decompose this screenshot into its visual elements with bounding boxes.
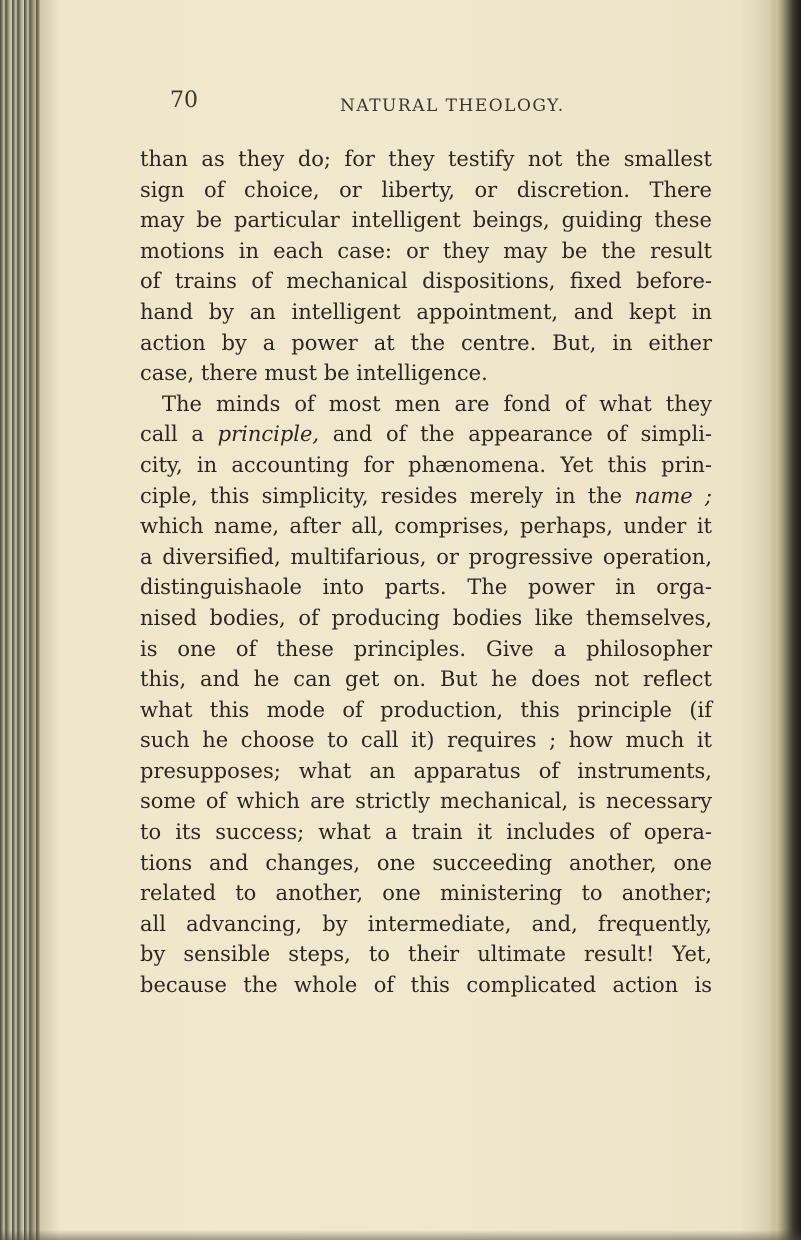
text-line: nised bodies, of producing bodies like themselves,: [140, 605, 712, 630]
text-line: tions and changes, one succeeding another, one: [140, 850, 712, 875]
text-run: call a: [140, 422, 218, 447]
binding-shadow: [30, 0, 60, 1240]
text-line: action by a power at the centre. But, in either: [140, 330, 712, 355]
text-line: is one of these principles. Give a philosopher: [140, 636, 712, 661]
text-line: related to another, one ministering to another;: [140, 881, 712, 906]
page-edge-shadow: [767, 0, 801, 1240]
text-line: some of which are strictly mechanical, is necessary: [140, 789, 712, 814]
text-line: sign of choice, or liberty, or discretion. There: [140, 177, 712, 202]
text-line: which name, after all, comprises, perhaps, under it: [140, 514, 712, 539]
text-line: hand by an intelligent appointment, and kept in: [140, 299, 712, 324]
text-run: and of the appearance of simpli-: [319, 422, 713, 447]
text-line: motions in each case: or they may be the result: [140, 238, 712, 263]
text-line: presupposes; what an apparatus of instruments,: [140, 758, 712, 783]
text-line: a diversified, multifarious, or progressive operation,: [140, 544, 712, 569]
text-line: to its success; what a train it includes of opera-: [140, 820, 712, 845]
text-line-with-italic: [140, 419, 712, 450]
text-line: by sensible steps, to their ultimate result! Yet,: [140, 942, 712, 967]
paragraph-start-line: The minds of most men are fond of what they: [162, 391, 712, 416]
text-run: ciple, this simplicity, resides merely in the: [140, 483, 635, 508]
italic-term: name ;: [634, 483, 713, 508]
text-line: all advancing, by intermediate, and, frequently,: [140, 911, 712, 936]
page-bottom-edge: [0, 1230, 801, 1240]
italic-term: principle,: [217, 422, 320, 447]
text-line: distinguishaole into parts. The power in orga-: [140, 575, 712, 600]
text-line-with-italic: [140, 481, 712, 512]
text-line: such he choose to call it) requires ; how much it: [140, 728, 712, 753]
page-header: [170, 88, 690, 128]
running-head: NATURAL THEOLOGY.: [340, 96, 565, 116]
body-text: [140, 144, 712, 1001]
text-line: than as they do; for they testify not the smallest: [140, 147, 712, 171]
text-line: this, and he can get on. But he does not reflect: [140, 667, 712, 692]
text-line: case, there must be intelligence.: [140, 361, 488, 386]
text-line: city, in accounting for phænomena. Yet this prin-: [140, 452, 712, 477]
text-line: what this mode of production, this principle (if: [140, 697, 712, 722]
text-line: of trains of mechanical dispositions, fixed before-: [140, 269, 712, 294]
text-line: because the whole of this complicated action is: [140, 973, 712, 998]
text-line: may be particular intelligent beings, guiding these: [140, 208, 712, 233]
page-number: 70: [170, 88, 198, 113]
